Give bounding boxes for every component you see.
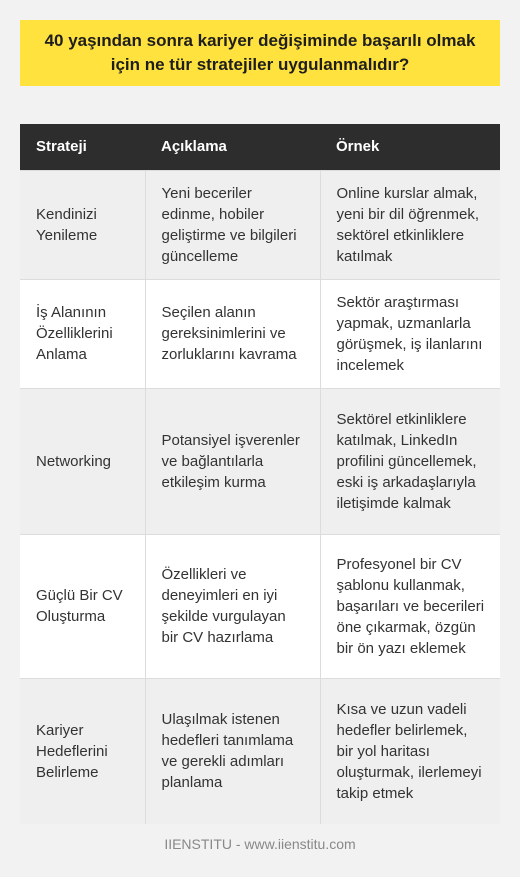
cell-example: Online kurslar almak, yeni bir dil öğrenmek, sektörel etkinliklere katılmak bbox=[320, 170, 500, 279]
cell-example: Kısa ve uzun vadeli hedefler belirlemek, bir yol haritası oluşturmak, ilerlemeyi takip etmek bbox=[320, 678, 500, 824]
table-row bbox=[20, 170, 500, 279]
table-row bbox=[20, 678, 500, 824]
page-title: 40 yaşından sonra kariyer değişiminde başarılı olmak için ne tür stratejiler uygulanmalıdır? bbox=[44, 31, 476, 74]
cell-description: Seçilen alanın gereksinimlerini ve zorluklarını kavrama bbox=[145, 279, 320, 388]
cell-description: Ulaşılmak istenen hedefleri tanımlama ve gerekli adımları planlama bbox=[145, 678, 320, 824]
cell-strategy: Kendinizi Yenileme bbox=[20, 170, 145, 279]
cell-example: Profesyonel bir CV şablonu kullanmak, başarıları ve becerileri öne çıkarmak, özgün bir ön yazı eklemek bbox=[320, 534, 500, 678]
title-banner bbox=[20, 20, 500, 86]
header-example: Örnek bbox=[320, 124, 500, 170]
cell-description: Yeni beceriler edinme, hobiler geliştirme ve bilgileri güncelleme bbox=[145, 170, 320, 279]
cell-description: Potansiyel işverenler ve bağlantılarla etkileşim kurma bbox=[145, 388, 320, 534]
table-row bbox=[20, 388, 500, 534]
cell-strategy: Güçlü Bir CV Oluşturma bbox=[20, 534, 145, 678]
cell-strategy: Kariyer Hedeflerini Belirleme bbox=[20, 678, 145, 824]
cell-strategy: Networking bbox=[20, 388, 145, 534]
cell-description: Özellikleri ve deneyimleri en iyi şekilde vurgulayan bir CV hazırlama bbox=[145, 534, 320, 678]
footer-credit: IIENSTITU - www.iienstitu.com bbox=[164, 836, 356, 852]
table-header-row bbox=[20, 124, 500, 170]
table-row bbox=[20, 279, 500, 388]
table-row bbox=[20, 534, 500, 678]
cell-strategy: İş Alanının Özelliklerini Anlama bbox=[20, 279, 145, 388]
header-strategy: Strateji bbox=[20, 124, 145, 170]
header-description: Açıklama bbox=[145, 124, 320, 170]
strategy-table bbox=[20, 124, 500, 824]
cell-example: Sektör araştırması yapmak, uzmanlarla görüşmek, iş ilanlarını incelemek bbox=[320, 279, 500, 388]
cell-example: Sektörel etkinliklere katılmak, LinkedIn profilini güncellemek, eski iş arkadaşlarıyla iletişimde kalmak bbox=[320, 388, 500, 534]
